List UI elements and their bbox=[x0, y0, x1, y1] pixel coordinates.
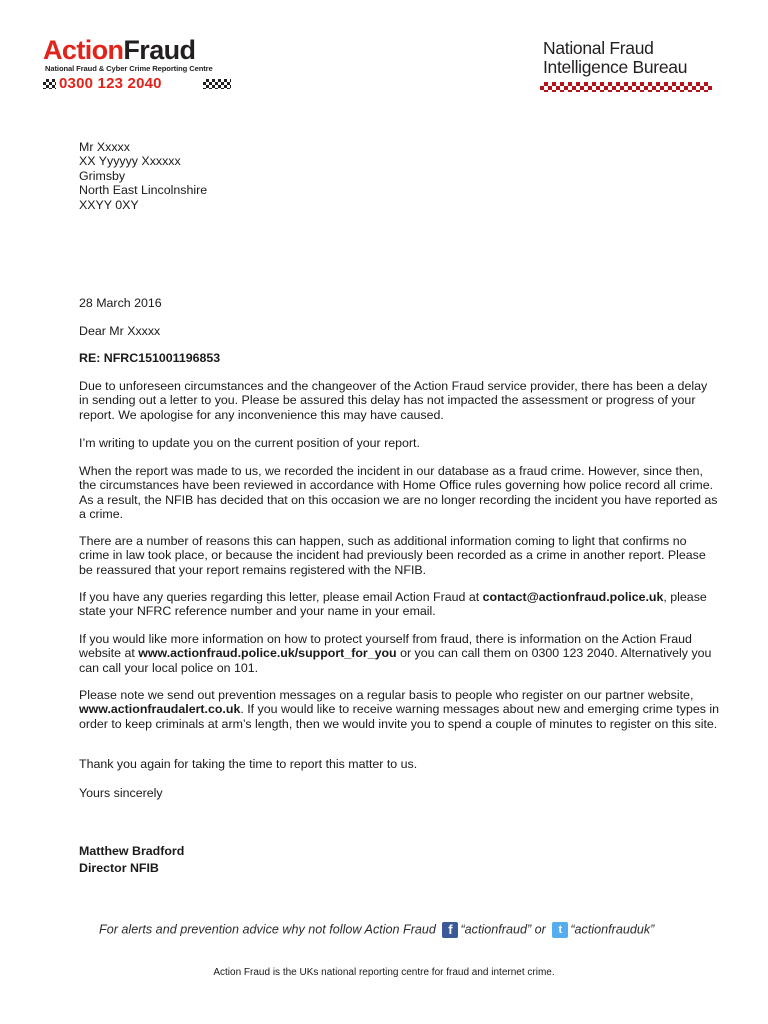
address-line: XXYY 0XY bbox=[79, 197, 139, 212]
address-line: Mr Xxxxx bbox=[79, 140, 130, 154]
nfib-logo-line1: National Fraud bbox=[543, 38, 654, 58]
nfib-checker-pattern bbox=[540, 82, 712, 92]
nfib-logo bbox=[537, 38, 717, 100]
reference-line: RE: NFRC151001196853 bbox=[79, 351, 221, 365]
letter-date: 28 March 2016 bbox=[79, 296, 162, 310]
alert-website-link[interactable]: www.actionfraudalert.co.uk bbox=[79, 702, 241, 717]
paragraph-update: I’m writing to update you on the current position of your report. bbox=[79, 436, 420, 450]
twitter-icon[interactable]: t bbox=[552, 922, 568, 938]
paragraph-prevention bbox=[79, 688, 719, 731]
address-line: XX Yyyyyy Xxxxxx bbox=[79, 154, 181, 169]
paragraph-reasons: There are a number of reasons this can happen, such as additional information coming to light that confirms no crime in law took place, or because the incident had previously been recorded as a crime in another report. Please be reassured that your report remains registered with the NFIB. bbox=[79, 534, 706, 577]
facebook-handle: “actionfraud” bbox=[460, 922, 532, 937]
action-fraud-wordmark bbox=[43, 36, 195, 64]
paragraph-queries bbox=[79, 590, 719, 619]
more-info-text: If you would like more information on how to protect yourself from fraud, there is information on the Action Fraud website at bbox=[79, 632, 692, 661]
more-info-text-end: or you can call them on 0300 123 2040. Alternatively you can call your local police on 101. bbox=[79, 646, 712, 675]
logo-word-action: Action bbox=[43, 35, 124, 65]
follow-text: For alerts and prevention advice why not follow Action Fraud bbox=[99, 922, 436, 937]
nfib-logo-line2: Intelligence Bureau bbox=[543, 57, 688, 77]
logo-word-fraud: Fraud bbox=[123, 35, 196, 65]
footer-tagline: Action Fraud is the UKs national reporting centre for fraud and internet crime. bbox=[213, 967, 555, 978]
address-line: North East Lincolnshire bbox=[79, 183, 208, 198]
paragraph-recording: When the report was made to us, we recorded the incident in our database as a fraud crime. However, since then, the circumstances have been reviewed in accordance with Home Office rules governing how police record all crime. As a result, the NFIB has decided that on this occasion we are no longer recording the incident you have reported as a crime. bbox=[79, 464, 718, 522]
action-fraud-logo bbox=[43, 36, 233, 98]
queries-text-end: , please state your NFRC reference number and your name in your email. bbox=[79, 590, 707, 619]
paragraph-thanks: Thank you again for taking the time to report this matter to us. bbox=[79, 757, 418, 771]
logo-phone-row bbox=[43, 75, 233, 93]
support-website-link[interactable]: www.actionfraud.police.uk/support_for_you bbox=[138, 646, 397, 661]
address-line: Grimsby bbox=[79, 168, 126, 183]
checker-pattern-left bbox=[43, 79, 56, 89]
checker-pattern-right bbox=[203, 79, 231, 89]
signatory-title: Director NFIB bbox=[79, 861, 159, 875]
twitter-handle: “actionfrauduk” bbox=[570, 922, 655, 937]
logo-subtitle: National Fraud & Cyber Crime Reporting Centre bbox=[45, 64, 213, 73]
salutation: Dear Mr Xxxxx bbox=[79, 324, 161, 338]
prevention-text-end: . If you would like to receive warning messages about new and emerging crime types in order to keep criminals at arm’s length, then we would invite you to spend a couple of minutes to register on this site. bbox=[79, 702, 720, 731]
prevention-text: Please note we send out prevention messages on a regular basis to people who register on our partner website, bbox=[79, 688, 694, 702]
paragraph-delay: Due to unforeseen circumstances and the changeover of the Action Fraud service provider, there has been a delay in sending out a letter to you. Please be assured this delay has not impacted the assessment or progress of your report. We apologise for any inconvenience this may have caused. bbox=[79, 379, 708, 422]
closing: Yours sincerely bbox=[79, 786, 163, 800]
queries-text: If you have any queries regarding this letter, please email Action Fraud at bbox=[79, 590, 483, 604]
recipient-address bbox=[79, 140, 719, 212]
signatory-name: Matthew Bradford bbox=[79, 844, 185, 858]
contact-email-link[interactable]: contact@actionfraud.police.uk bbox=[482, 590, 664, 604]
paragraph-more-info bbox=[79, 632, 719, 675]
social-follow-line bbox=[99, 918, 654, 940]
facebook-icon[interactable]: f bbox=[442, 922, 458, 938]
logo-phone-number: 0300 123 2040 bbox=[59, 75, 162, 92]
or-text: or bbox=[534, 922, 546, 937]
